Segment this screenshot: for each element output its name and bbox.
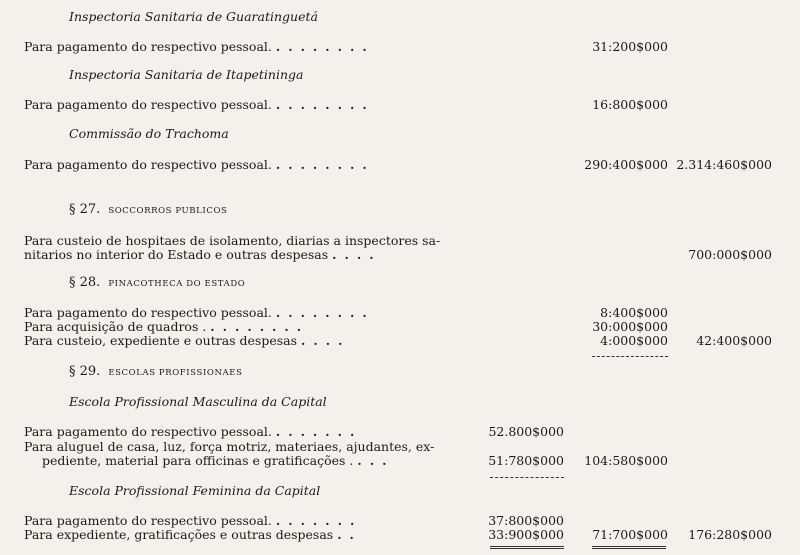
leader-dots: ....... (275, 513, 363, 528)
leader-dots: ....... (275, 424, 363, 439)
line-text: Para pagamento do respectivo pessoal. (24, 305, 272, 320)
section-29-header (69, 365, 243, 380)
leader-dots: ........ (275, 157, 375, 172)
section-28-header (69, 276, 245, 291)
amount-s28-2: 30:000$000 (592, 319, 668, 334)
masc-line2: Para aluguel de casa, luz, força motriz, materiaes, ajudantes, ex- (24, 439, 435, 454)
leader-dots: ........ (275, 97, 375, 112)
s27-line1: Para custeio de hospitaes de isolamento, diarias a inspectores sa- (24, 233, 441, 248)
amount-fem-2: 33:900$000 (488, 527, 564, 542)
sum-rule (592, 356, 668, 357)
leader-dots: .... (332, 247, 382, 262)
subtotal-fem: 71:700$000 (592, 527, 668, 542)
total-s27: 700:000$000 (688, 247, 772, 262)
heading-escola-masculina: Escola Profissional Masculina da Capital (69, 394, 327, 409)
heading-escola-feminina: Escola Profissional Feminina da Capital (69, 483, 321, 498)
line-text: Para pagamento do respectivo pessoal. (24, 39, 272, 54)
fem-line2 (24, 528, 362, 542)
section-number: § 28. (69, 275, 101, 290)
total-trachoma: 2.314:460$000 (676, 157, 772, 172)
section-number: § 27. (69, 202, 101, 217)
section-number: § 29. (69, 364, 101, 379)
heading-insp-guaratingueta: Inspectoria Sanitaria de Guaratinguetá (69, 9, 318, 24)
line-item-guara (24, 40, 375, 54)
sum-rule (490, 477, 564, 478)
amount-guara: 31:200$000 (592, 39, 668, 54)
double-rule (592, 546, 666, 549)
line-text: Para custeio, expediente e outras despesas (24, 333, 298, 348)
line-item-itape (24, 98, 375, 112)
masc-line1 (24, 425, 362, 439)
section-title: ESCOLAS PROFISSIONAES (108, 368, 243, 378)
line-text: Para expediente, gratificações e outras despesas (24, 527, 334, 542)
line-item-trachoma (24, 158, 375, 172)
total-s28: 42:400$000 (696, 333, 772, 348)
leader-dots: ........ (275, 39, 375, 54)
amount-itape: 16:800$000 (592, 97, 668, 112)
s28-line3 (24, 334, 350, 348)
line-text: nitarios no interior do Estado e outras despesas (24, 247, 329, 262)
s28-line2 (24, 320, 309, 334)
leader-dots: ... (357, 453, 395, 468)
leader-dots: .... (301, 333, 351, 348)
line-text: Para pagamento do respectivo pessoal. (24, 97, 272, 112)
masc-line3 (42, 454, 394, 468)
leader-dots: .. (337, 527, 362, 542)
section-title: PINACOTHECA DO ESTADO (108, 279, 246, 289)
line-text: pediente, material para officinas e gratificações . (42, 453, 354, 468)
amount-masc-1: 52.800$000 (488, 424, 564, 439)
section-title: SOCCORROS PUBLICOS (108, 206, 228, 216)
amount-trachoma: 290:400$000 (584, 157, 668, 172)
line-text: Para pagamento do respectivo pessoal. (24, 424, 272, 439)
total-s29: 176:280$000 (688, 527, 772, 542)
amount-masc-2: 51:780$000 (488, 453, 564, 468)
leader-dots: ........ (275, 305, 375, 320)
leader-dots: ........ (210, 319, 310, 334)
fem-line1 (24, 514, 362, 528)
s27-line2 (24, 248, 382, 262)
double-rule (490, 546, 564, 549)
line-text: Para acquisição de quadros . (24, 319, 207, 334)
s28-line1 (24, 306, 375, 320)
heading-trachoma: Commissão do Trachoma (69, 126, 229, 141)
amount-s28-1: 8:400$000 (600, 305, 668, 320)
heading-insp-itapetininga: Inspectoria Sanitaria de Itapetininga (69, 67, 304, 82)
line-text: Para pagamento do respectivo pessoal. (24, 513, 272, 528)
amount-s28-3: 4:000$000 (600, 333, 668, 348)
subtotal-masc: 104:580$000 (584, 453, 668, 468)
amount-fem-1: 37:800$000 (488, 513, 564, 528)
line-text: Para pagamento do respectivo pessoal. (24, 157, 272, 172)
section-27-header (69, 203, 227, 218)
